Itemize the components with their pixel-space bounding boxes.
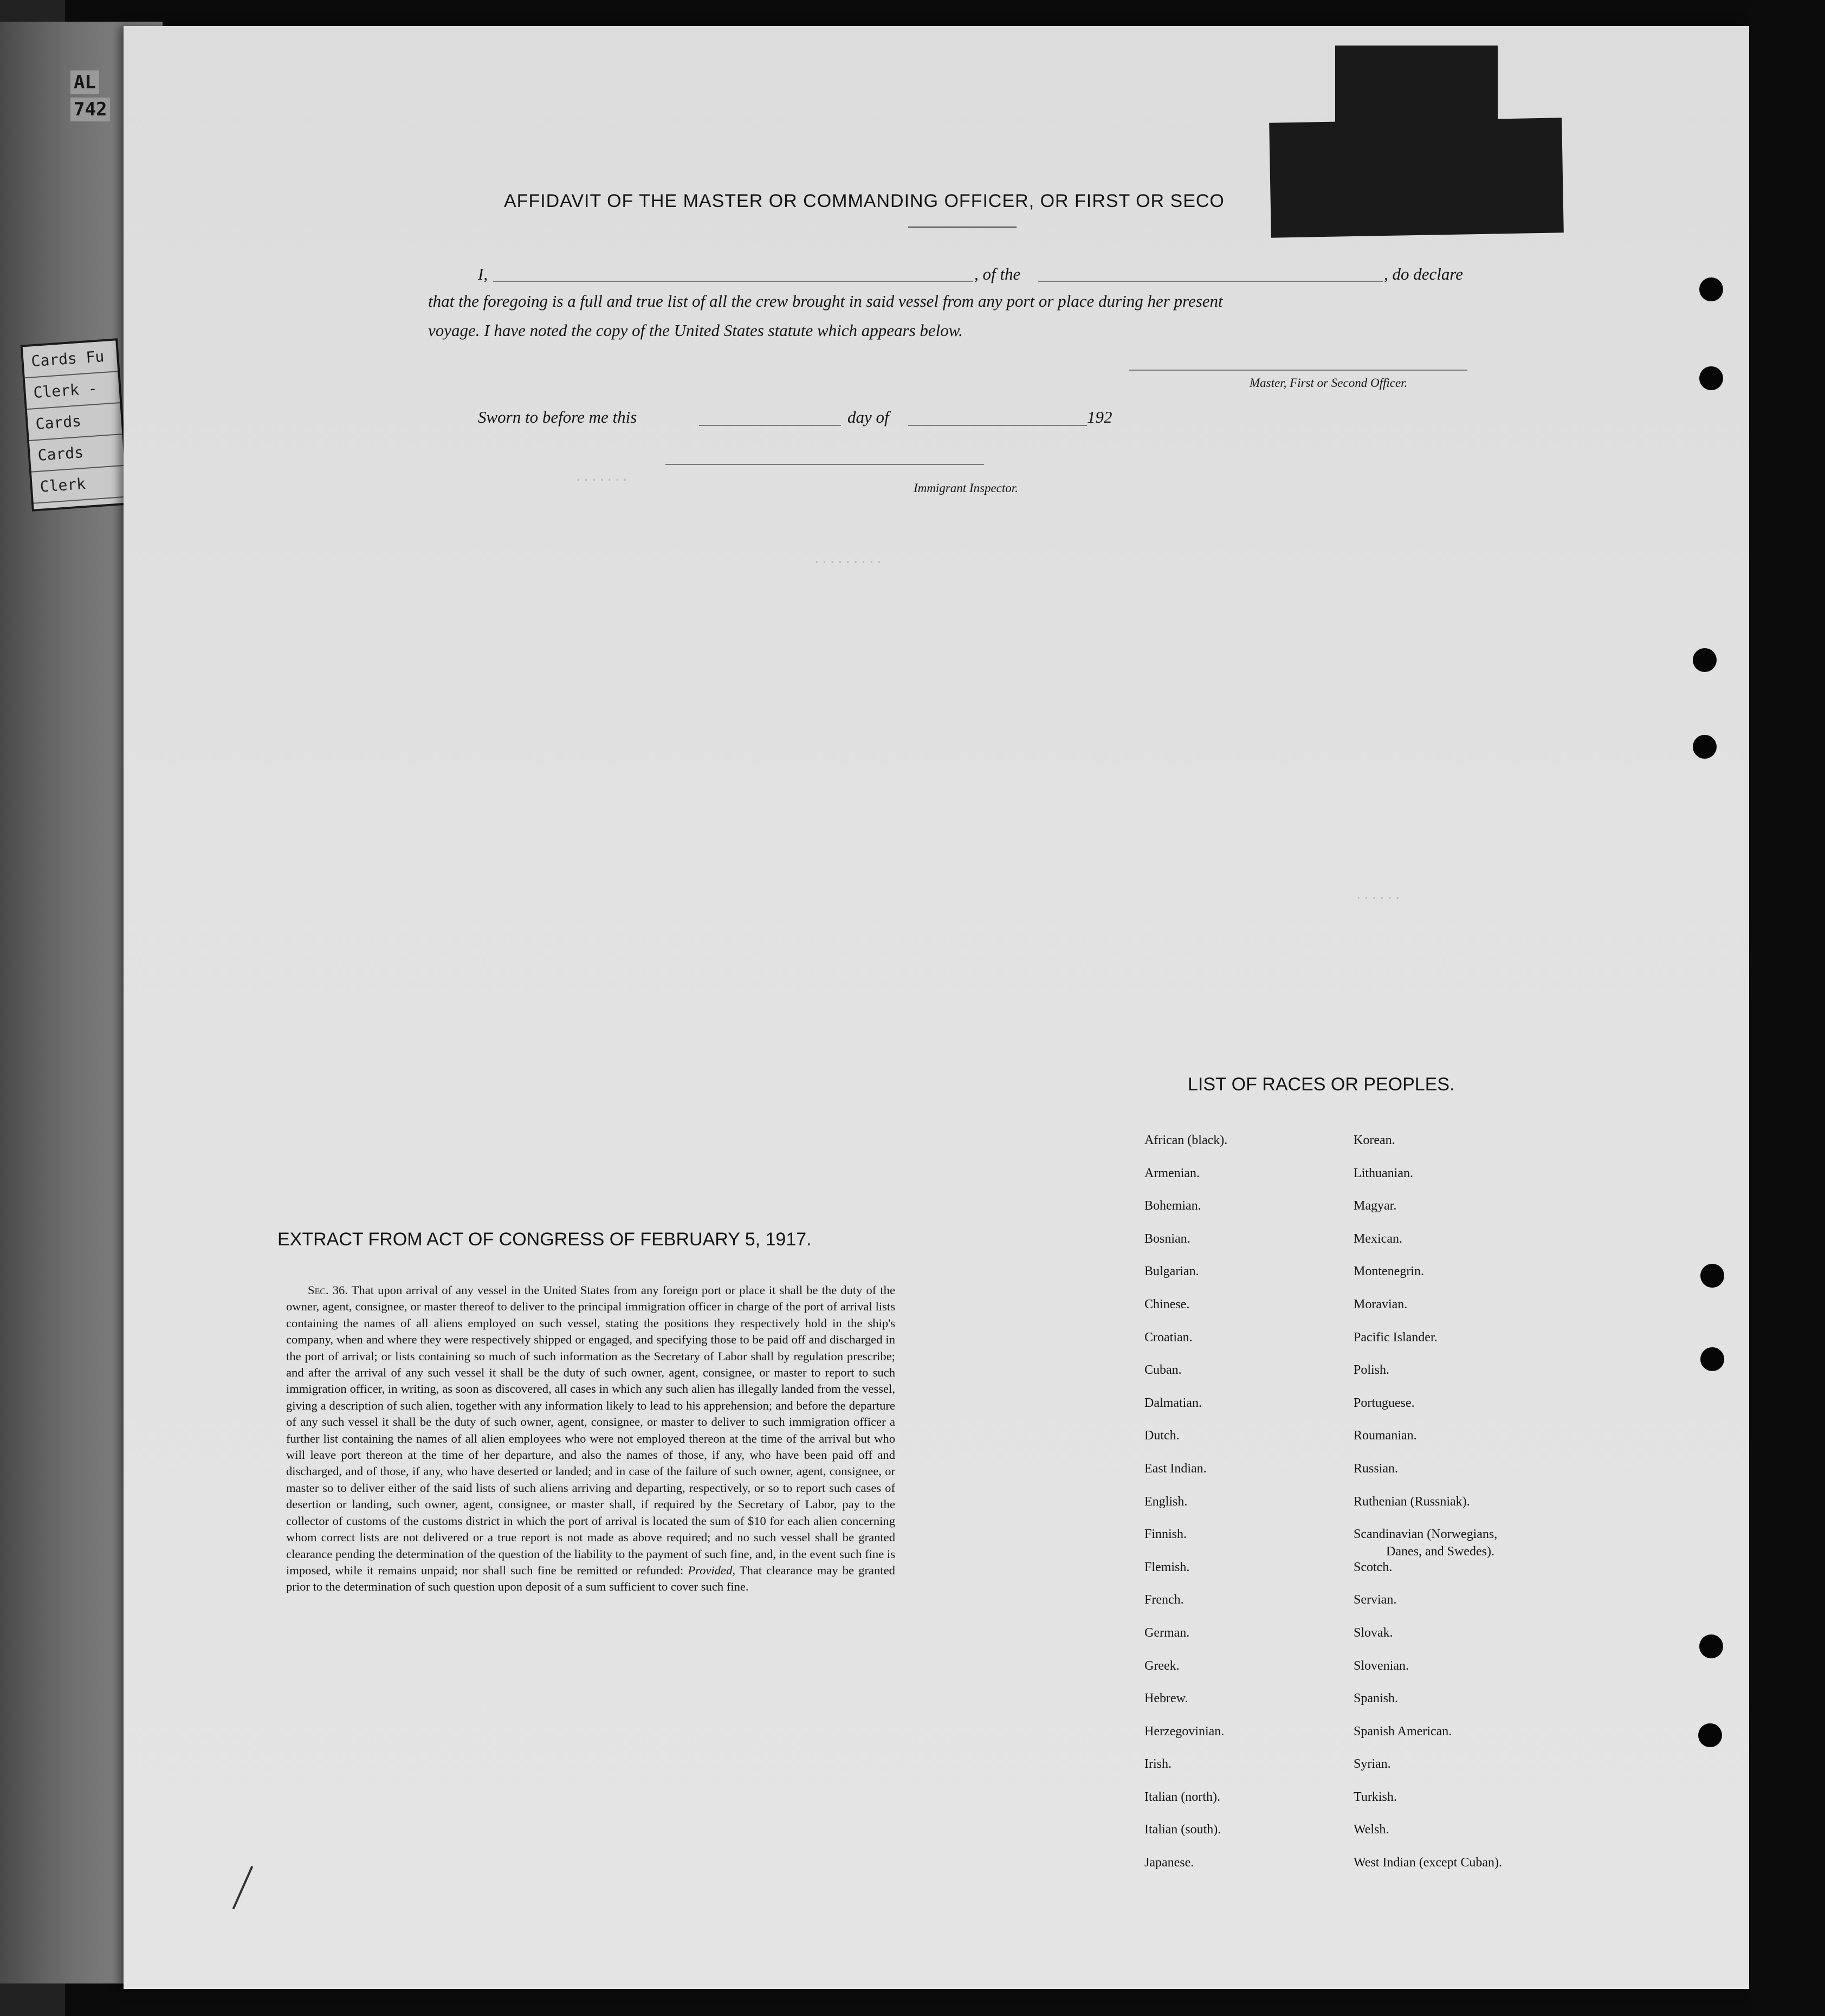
- race-item: Montenegrin.: [1354, 1264, 1424, 1279]
- race-item: Dutch.: [1144, 1429, 1180, 1443]
- title-rule: [908, 227, 1017, 228]
- edge-tab-number: 742: [70, 98, 110, 121]
- stamp-line: Clerk: [31, 466, 127, 504]
- section-number: Sec. 36.: [308, 1283, 348, 1297]
- sworn-prefix: Sworn to before me this: [478, 408, 637, 427]
- affidavit-do-declare: , do declare: [1384, 264, 1464, 283]
- affidavit-of-the: , of the: [974, 264, 1021, 283]
- edge-tab-label: AL: [70, 70, 99, 94]
- affidavit-i: I,: [478, 264, 488, 283]
- extract-title: EXTRACT FROM ACT OF CONGRESS OF FEBRUARY 5, 1917.: [277, 1229, 812, 1250]
- race-item: Servian.: [1354, 1593, 1397, 1607]
- race-item: Slovenian.: [1354, 1658, 1409, 1673]
- race-item: Welsh.: [1354, 1823, 1389, 1837]
- race-item: Cuban.: [1144, 1363, 1182, 1378]
- affidavit-line-3: voyage. I have noted the copy of the United States statute which appears below.: [428, 321, 963, 340]
- race-item: Portuguese.: [1354, 1395, 1415, 1410]
- race-item: West Indian (except Cuban).: [1354, 1856, 1502, 1870]
- inspector-caption: Immigrant Inspector.: [914, 481, 1018, 495]
- redaction-block: [1269, 118, 1564, 237]
- race-item: Japanese.: [1144, 1856, 1194, 1870]
- scan-right-border: [1751, 0, 1825, 2016]
- race-item: Finnish.: [1144, 1527, 1187, 1542]
- race-item: Korean.: [1354, 1133, 1395, 1147]
- signature-line: [1129, 370, 1467, 371]
- race-item: Armenian.: [1144, 1166, 1200, 1180]
- bleed-through-mark: ......: [1355, 889, 1402, 903]
- race-item: Bohemian.: [1144, 1199, 1201, 1213]
- race-item: French.: [1144, 1593, 1184, 1607]
- race-item: Slovak.: [1354, 1625, 1393, 1640]
- proviso-word: Provided,: [688, 1563, 736, 1577]
- master-name-line: [493, 281, 973, 282]
- race-item: Hebrew.: [1144, 1691, 1188, 1706]
- sworn-month-line: [908, 425, 1087, 426]
- signature-caption: Master, First or Second Officer.: [1250, 376, 1408, 390]
- race-item: Mexican.: [1354, 1231, 1402, 1246]
- race-item: East Indian.: [1144, 1461, 1207, 1476]
- bleed-through-mark: .......: [574, 470, 629, 485]
- punch-hole: [1699, 366, 1723, 390]
- race-item: Irish.: [1144, 1757, 1172, 1772]
- races-right-column: [1354, 1124, 1502, 1879]
- races-title: LIST OF RACES OR PEOPLES.: [1188, 1074, 1455, 1095]
- sworn-year: 192: [1087, 408, 1112, 427]
- race-item: Scotch.: [1354, 1560, 1393, 1574]
- stamp-line: Cards: [27, 403, 122, 441]
- sworn-day-of: day of: [847, 408, 889, 427]
- race-item: Dalmatian.: [1144, 1395, 1202, 1410]
- section-text: That upon arrival of any vessel in the United States from any foreign port or place it shall be the duty of the owner, agent, consignee, or master thereof to deliver to the principal immigration officer in charge of the port of arrival lists containing the names of all aliens employed on such vessel, stating the positions they respectively hold in the ship's company, when and where they were respectively shipped or engaged, and specifying those to be paid off and discharged in the port of arrival; or lists containing so much of such information as the Secretary of Labor shall by regulation prescribe; and after the arrival of any such vessel it shall be the duty of such owner, agent, consignee, or master to report to such immigration officer, in writing, as soon as discovered, all cases in which any such alien has illegally landed from the vessel, giving a description of such alien, together with any information likely to lead to his apprehension; and before the departure of any such vessel it shall be the duty of such owner, agent, consignee, or master to deliver to such immigration officer a further list containing the names of all alien employees who were not employed thereon at the time of the arrival but who will leave port thereon at the time of her departure, and also the names of those, if any, who have been paid off and discharged, and of those, if any, who have deserted or landed; and in case of the failure of such owner, agent, consignee, or master so to deliver either of the said lists of such aliens arriving and departing, respectively, or so to report such cases of desertion or landing, such owner, agent, consignee, or master shall, if required by the Secretary of Labor, pay to the collector of customs of the customs district in which the port of arrival is located the sum of $10 for each alien concerning whom correct lists are not delivered or a true report is not made as above required; and no such vessel shall be granted clearance pending the determination of the question of the liability to the payment of such fine, and, in the event such fine is imposed, while it remains unpaid; nor shall such fine be remitted or refunded:: [286, 1283, 895, 1577]
- punch-hole: [1693, 648, 1717, 672]
- race-item: Bosnian.: [1144, 1231, 1190, 1246]
- stamp-line: Cards Fu: [23, 340, 118, 378]
- punch-hole: [1698, 1723, 1722, 1747]
- race-item: Spanish American.: [1354, 1724, 1452, 1739]
- punch-hole: [1700, 1347, 1724, 1371]
- race-item: Polish.: [1354, 1363, 1390, 1378]
- race-item: German.: [1144, 1625, 1190, 1640]
- race-item: Italian (south).: [1144, 1823, 1221, 1837]
- race-item: Russian.: [1354, 1461, 1399, 1476]
- race-item: Ruthenian (Russniak).: [1354, 1494, 1470, 1509]
- races-left-column: [1144, 1124, 1227, 1879]
- race-item: Greek.: [1144, 1658, 1180, 1673]
- race-item: Roumanian.: [1354, 1429, 1417, 1443]
- sworn-day-line: [699, 425, 841, 426]
- vessel-name-line: [1038, 281, 1383, 282]
- race-item: Syrian.: [1354, 1757, 1391, 1772]
- stamp-line: Clerk -: [25, 372, 120, 410]
- race-item: Bulgarian.: [1144, 1264, 1199, 1279]
- stamp-line: Cards: [29, 435, 125, 473]
- proviso-text: That clearance may be granted prior to the determination of such question upon deposit of a sum sufficient to cover such fine.: [286, 1563, 895, 1594]
- punch-hole: [1700, 1264, 1724, 1288]
- race-item: Pacific Islander.: [1354, 1330, 1438, 1345]
- race-item: Moravian.: [1354, 1297, 1408, 1311]
- race-item: Scandinavian (Norwegians,: [1354, 1527, 1498, 1542]
- race-item: Flemish.: [1144, 1560, 1190, 1574]
- race-item-continuation: Danes, and Swedes).: [1386, 1545, 1494, 1559]
- race-item: African (black).: [1144, 1133, 1228, 1147]
- affidavit-line-2: that the foregoing is a full and true list of all the crew brought in said vessel from any port or place during her present: [428, 292, 1223, 311]
- race-item: Italian (north).: [1144, 1789, 1220, 1804]
- punch-hole: [1699, 1634, 1723, 1658]
- race-item: English.: [1144, 1494, 1188, 1509]
- race-item: Herzegovinian.: [1144, 1724, 1225, 1739]
- affidavit-title: AFFIDAVIT OF THE MASTER OR COMMANDING OFFICER, OR FIRST OR SECO: [504, 191, 1225, 211]
- extract-body: [286, 1282, 895, 1595]
- punch-hole: [1699, 277, 1723, 301]
- race-item: Magyar.: [1354, 1199, 1397, 1213]
- inspector-signature-line: [665, 464, 984, 465]
- race-item: Lithuanian.: [1354, 1166, 1413, 1180]
- race-item: Croatian.: [1144, 1330, 1193, 1345]
- punch-hole: [1693, 735, 1717, 759]
- clerk-stamp: [20, 338, 129, 512]
- race-item: Spanish.: [1354, 1691, 1399, 1706]
- race-item: Chinese.: [1144, 1297, 1190, 1311]
- bleed-through-mark: .........: [813, 553, 883, 567]
- race-item: Turkish.: [1354, 1789, 1397, 1804]
